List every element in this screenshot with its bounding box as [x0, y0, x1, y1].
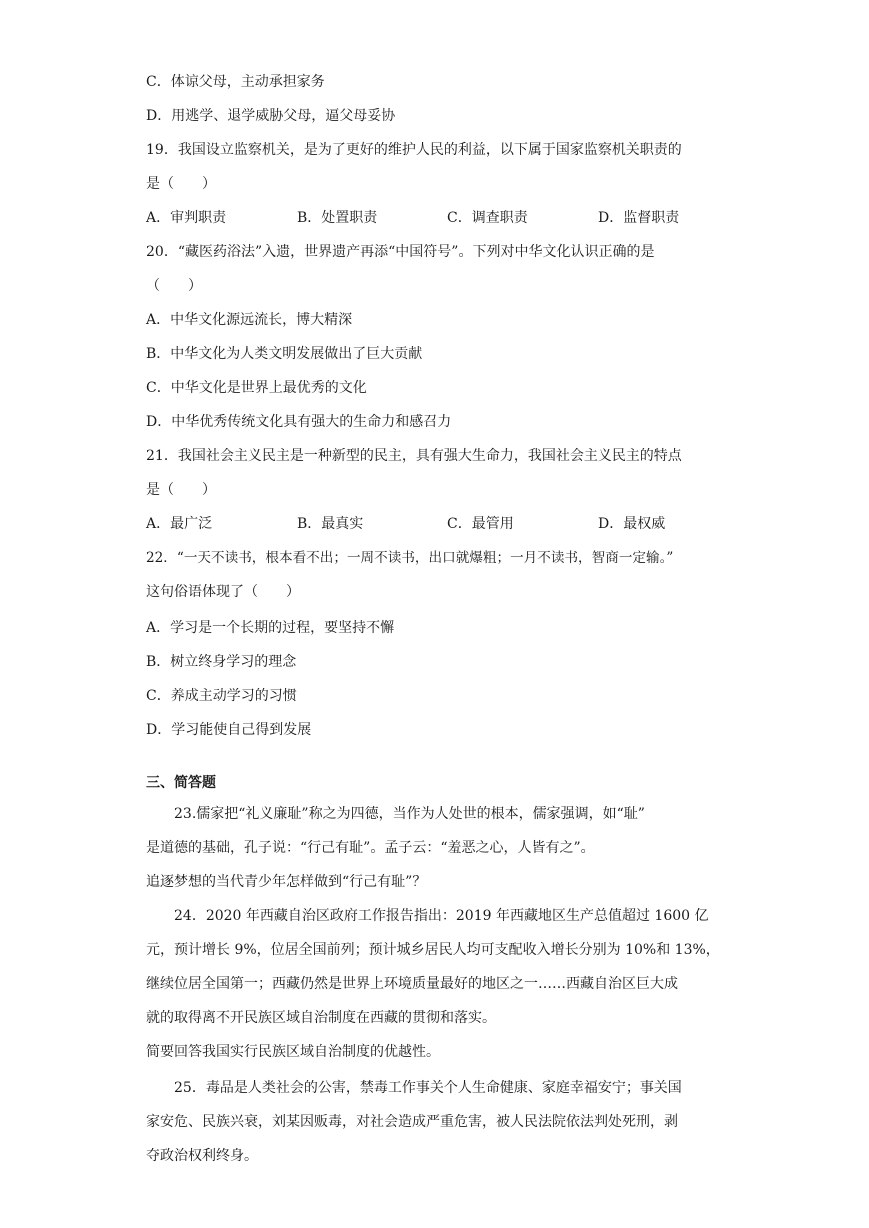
q19-stem-line1: 19．我国设立监察机关，是为了更好的维护人民的利益，以下属于国家监察机关职责的 [146, 142, 682, 158]
q24-stem-line2: 元，预计增长 9%，位居全国前列；预计城乡居民人均可支配收入增长分别为 10%和 13%， [146, 942, 720, 958]
q22-stem-line1: 22．“一天不读书，根本看不出；一周不读书，出口就爆粗；一月不读书，智商一定输。” [146, 550, 674, 566]
q21-option-c: C．最管用 [447, 516, 514, 532]
q20-option-d: D．中华优秀传统文化具有强大的生命力和感召力 [146, 414, 452, 430]
q23-question: 追逐梦想的当代青少年怎样做到“行己有耻”？ [146, 874, 427, 890]
q21-option-d: D．最权威 [598, 516, 666, 532]
q19-option-a: A．审判职责 [146, 210, 227, 226]
q18-option-d: D．用逃学、退学威胁父母，逼父母妥协 [146, 108, 396, 124]
q22-stem-line2: 这句俗语体现了（ ） [146, 584, 300, 600]
q22-option-c: C．养成主动学习的习惯 [146, 688, 297, 704]
q25-stem-line2: 家安危、民族兴衰，刘某因贩毒，对社会造成严重危害，被人民法院依法判处死刑，剥 [146, 1114, 678, 1130]
q20-option-b: B．中华文化为人类文明发展做出了巨大贡献 [146, 346, 423, 362]
section-heading: 三、简答题 [146, 775, 216, 791]
q21-stem-line2: 是（ ） [146, 482, 216, 498]
q20-stem-line1: 20．“藏医药浴法”入遗，世界遗产再添“中国符号”。下列对中华文化认识正确的是 [146, 244, 655, 260]
q22-option-a: A．学习是一个长期的过程，要坚持不懈 [146, 620, 395, 636]
q20-stem-line2: （ ） [146, 278, 202, 294]
q23-stem-line1: 23.儒家把“礼义廉耻”称之为四德，当作为人处世的根本，儒家强调，如“耻” [174, 806, 645, 822]
q19-option-d: D．监督职责 [598, 210, 680, 226]
q25-stem-line3: 夺政治权利终身。 [146, 1148, 258, 1164]
q23-stem-line2: 是道德的基础，孔子说：“行己有耻”。孟子云：“羞恶之心，人皆有之”。 [146, 840, 595, 856]
q24-stem-line4: 就的取得离不开民族区域自治制度在西藏的贯彻和落实。 [146, 1010, 496, 1026]
q25-stem-line1: 25．毒品是人类社会的公害，禁毒工作事关个人生命健康、家庭幸福安宁；事关国 [174, 1080, 682, 1096]
q20-option-a: A．中华文化源远流长，博大精深 [146, 312, 353, 328]
q24-stem-line3: 继续位居全国第一；西藏仍然是世界上环境质量最好的地区之一……西藏自治区巨大成 [146, 976, 678, 992]
q18-option-c: C．体谅父母，主动承担家务 [146, 74, 325, 90]
q21-stem-line1: 21．我国社会主义民主是一种新型的民主，具有强大生命力，我国社会主义民主的特点 [146, 448, 682, 464]
q20-option-c: C．中华文化是世界上最优秀的文化 [146, 380, 367, 396]
q24-question: 简要回答我国实行民族区域自治制度的优越性。 [146, 1044, 440, 1060]
q19-option-b: B．处置职责 [297, 210, 378, 226]
q21-option-b: B．最真实 [297, 516, 364, 532]
q22-option-b: B．树立终身学习的理念 [146, 654, 297, 670]
q24-stem-line1: 24．2020 年西藏自治区政府工作报告指出：2019 年西藏地区生产总值超过 1600 亿 [174, 908, 709, 924]
q21-option-a: A．最广泛 [146, 516, 213, 532]
q19-option-c: C．调查职责 [447, 210, 528, 226]
q22-option-d: D．学习能使自己得到发展 [146, 722, 312, 738]
q19-stem-line2: 是（ ） [146, 176, 216, 192]
